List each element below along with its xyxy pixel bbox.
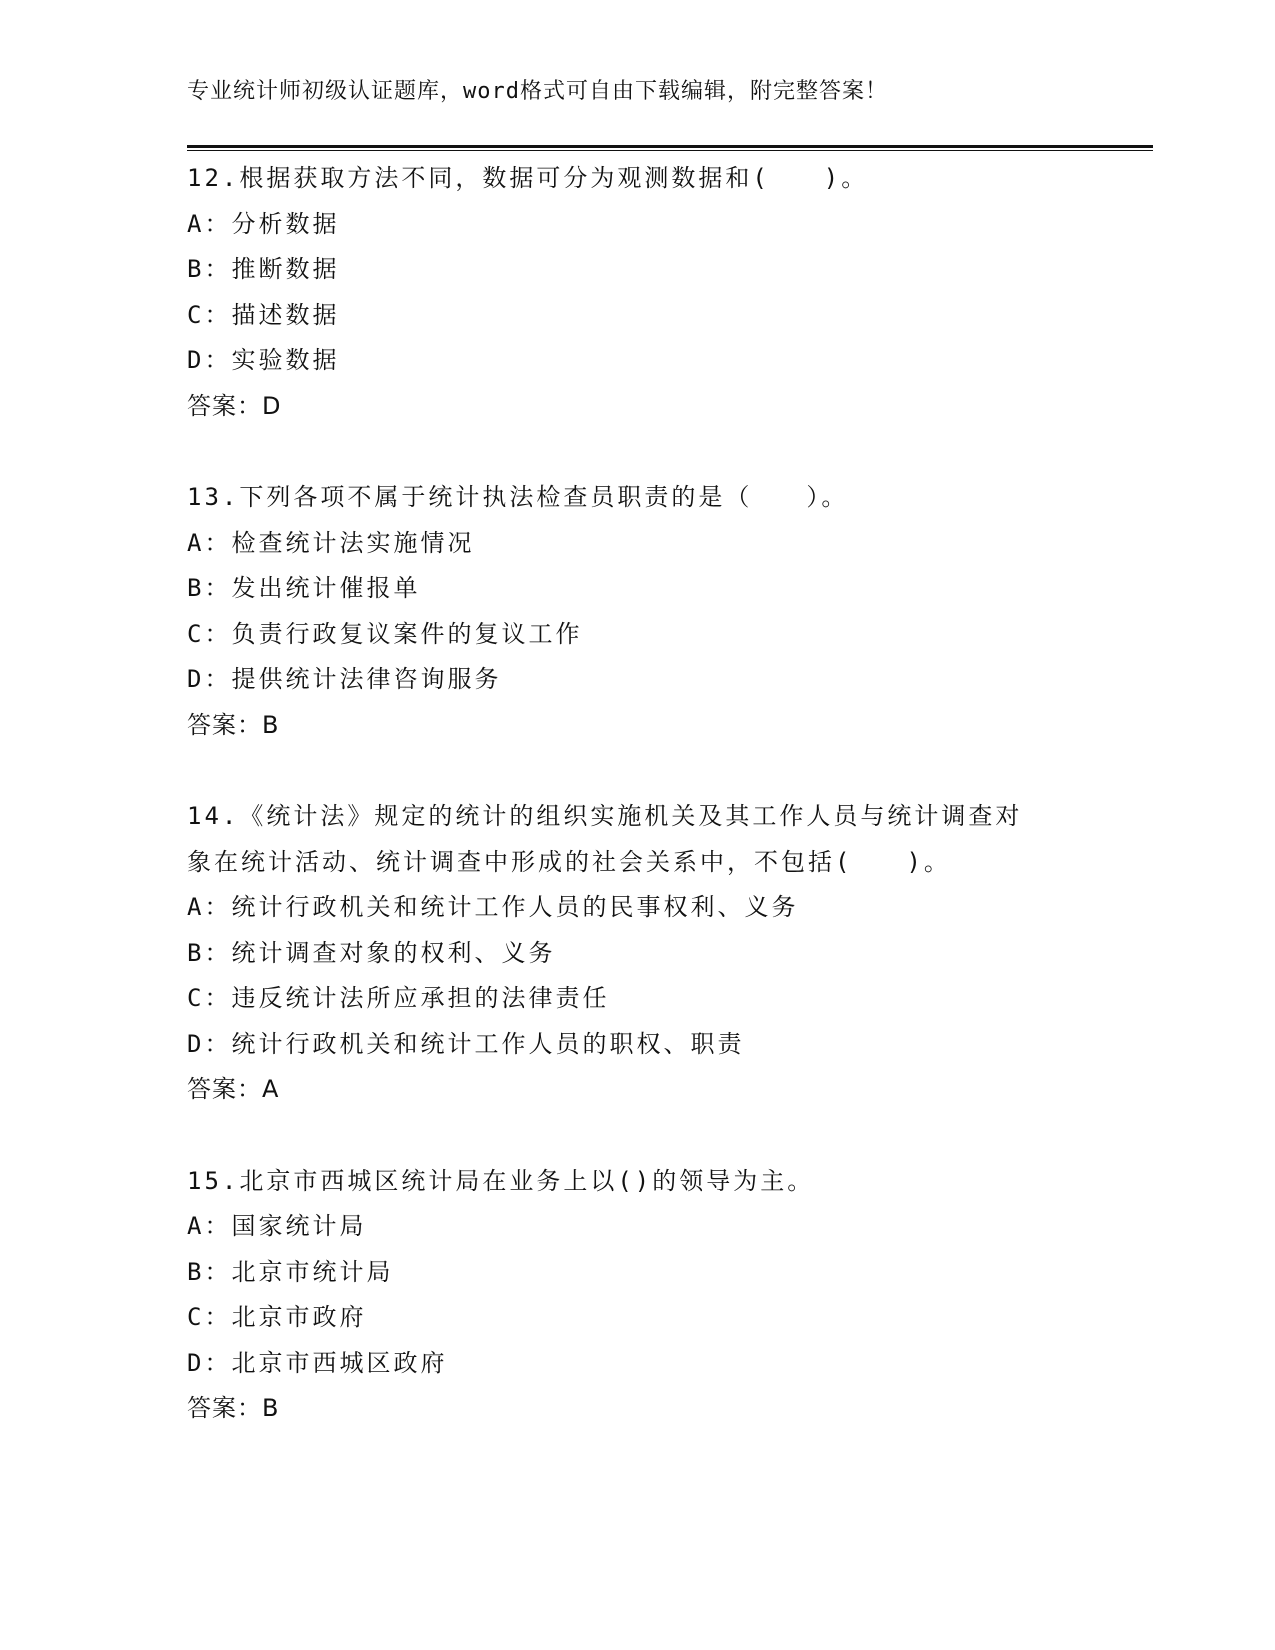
question-14: [187, 794, 1087, 1113]
option-a: A：检查统计法实施情况: [187, 528, 475, 557]
option-b: B：推断数据: [187, 255, 340, 283]
option-c: C：北京市政府: [187, 1303, 367, 1331]
option-d: D：提供统计法律咨询服务: [187, 665, 502, 693]
option-c: C：负责行政复议案件的复议工作: [187, 619, 583, 648]
question-stem: 12.根据获取方法不同，数据可分为观测数据和( )。: [187, 164, 869, 192]
question-stem: 14.《统计法》规定的统计的组织实施机关及其工作人员与统计调查对: [187, 802, 1023, 830]
answer-line: 答案：D: [187, 391, 282, 420]
question-list: [187, 156, 1087, 1478]
answer-line: 答案：B: [187, 1394, 280, 1422]
question-stem: 15.北京市西城区统计局在业务上以()的领导为主。: [187, 1166, 815, 1195]
question-stem-continued: 象在统计活动、统计调查中形成的社会关系中，不包括( )。: [187, 847, 951, 876]
option-b: B：北京市统计局: [187, 1257, 394, 1286]
option-a: A：国家统计局: [187, 1212, 367, 1240]
question-12: [187, 156, 1087, 429]
page-header: 专业统计师初级认证题库，word格式可自由下载编辑，附完整答案！: [187, 79, 888, 104]
option-d: D：北京市西城区政府: [187, 1348, 448, 1377]
answer-line: 答案：B: [187, 710, 280, 739]
option-c: C：描述数据: [187, 300, 340, 329]
option-c: C：违反统计法所应承担的法律责任: [187, 984, 610, 1012]
option-a: A：分析数据: [187, 209, 340, 238]
option-b: B：统计调查对象的权利、义务: [187, 938, 556, 967]
option-b: B：发出统计催报单: [187, 574, 421, 602]
option-a: A：统计行政机关和统计工作人员的民事权利、义务: [187, 893, 799, 921]
question-15: [187, 1159, 1087, 1432]
question-13: [187, 475, 1087, 748]
answer-line: 答案：A: [187, 1075, 280, 1103]
header-rule-thick: [187, 145, 1153, 148]
question-stem: 13.下列各项不属于统计执法检查员职责的是（ ）。: [187, 483, 849, 511]
header-rule-thin: [187, 150, 1153, 151]
option-d: D：统计行政机关和统计工作人员的职权、职责: [187, 1029, 745, 1058]
option-d: D：实验数据: [187, 346, 340, 374]
